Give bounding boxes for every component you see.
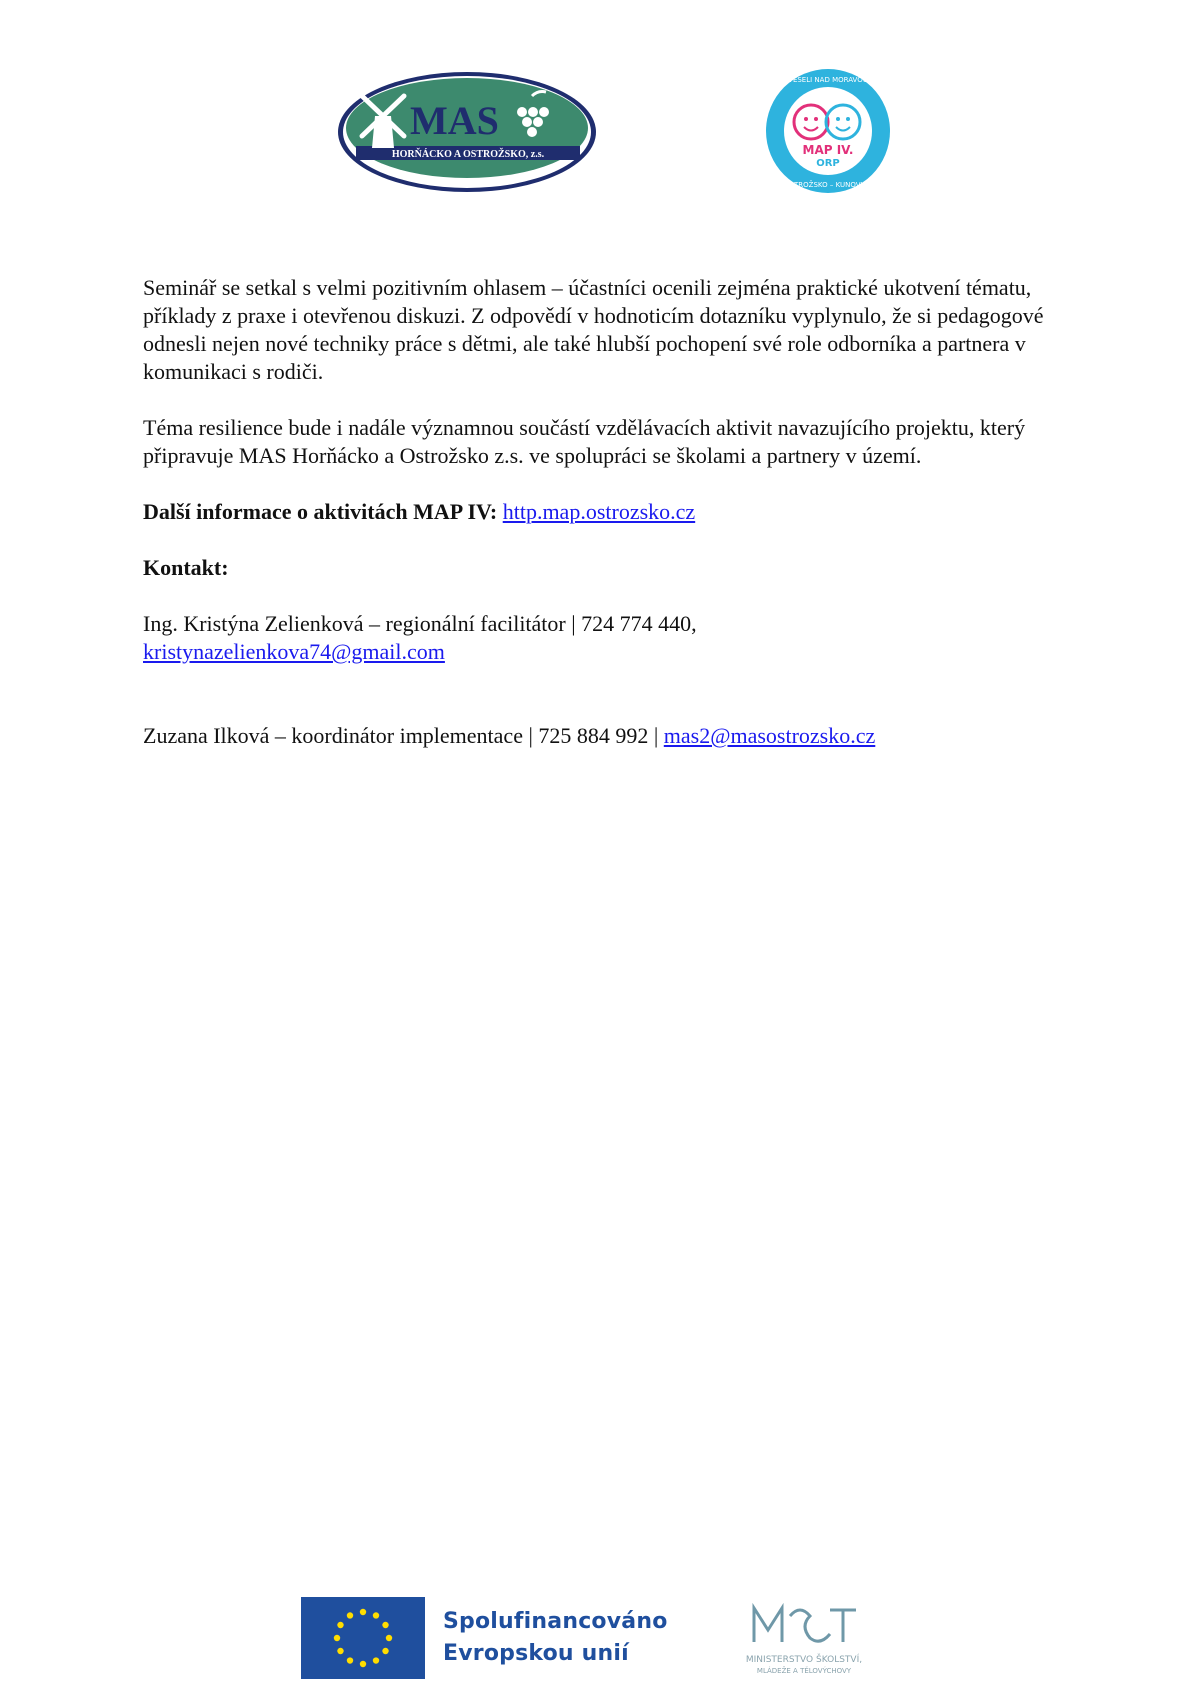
eu-star <box>337 1622 343 1628</box>
eu-flag-icon <box>301 1597 425 1679</box>
map-iv-logo <box>763 66 893 196</box>
eu-star <box>373 1657 379 1663</box>
contact2-text: Zuzana Ilková – koordinátor implementace | 725 884 992 | <box>143 723 664 748</box>
msmt-monogram-icon <box>754 1608 856 1642</box>
info-line <box>143 498 1083 526</box>
contact-zelienkova <box>143 610 1083 666</box>
eu-star <box>337 1648 343 1654</box>
map-logo-arc-text: VESELI NAD MORAVOU <box>788 76 868 84</box>
msmt-text-line2: MLÁDEŽE A TĚLOVÝCHOVY <box>756 1667 852 1675</box>
eu-text-line2: Evropskou unií <box>443 1641 629 1666</box>
eu-star <box>334 1635 340 1641</box>
map-website-link[interactable]: http.map.ostrozsko.cz <box>502 499 696 524</box>
contact2-email-link[interactable]: mas2@masostrozsko.cz <box>663 723 876 748</box>
eu-star <box>382 1622 388 1628</box>
eu-star <box>360 1609 366 1615</box>
contact-ilkova <box>143 722 1083 750</box>
map-logo-label: MAP IV. <box>802 143 854 157</box>
spacer <box>143 694 1083 722</box>
eu-star <box>386 1635 392 1641</box>
eu-text-line1: Spolufinancováno <box>443 1609 668 1634</box>
mas-logo <box>336 70 598 194</box>
contact1-email-link[interactable]: kristynazelienkova74@gmail.com <box>143 639 445 664</box>
msmt-text-line1: MINISTERSTVO ŠKOLSTVÍ, <box>745 1655 863 1665</box>
mas-logo-subtext: HORŇÁCKO A OSTROŽSKO, z.s. <box>391 149 545 160</box>
contact-heading <box>143 554 1083 582</box>
msmt-logo <box>714 1596 894 1682</box>
paragraph-feedback: Seminář se setkal s velmi pozitivním ohlasem – účastníci ocenili zejména praktické ukotvení tématu, příklady z praxe i otevřenou diskuzi. Z odpovědí v hodnoticím dotazníku vyplynulo, že si pedagogové odnesli nejen nové techniky práce s dětmi, ale také hlubší pochopení své role odborníka a partnera v komunikaci s rodiči. <box>143 275 1044 384</box>
eu-star <box>347 1657 353 1663</box>
document-body <box>143 274 1083 778</box>
eu-star <box>382 1648 388 1654</box>
paragraph-resilience: Téma resilience bude i nadále významnou součástí vzdělávacích aktivit navazujícího projektu, který připravuje MAS Horňácko a Ostrožsko z.s. ve spolupráci se školami a partnery v území. <box>143 415 1026 468</box>
eu-star <box>347 1612 353 1618</box>
map-logo-sublabel: ORP <box>816 158 840 169</box>
eu-cofinanced-text <box>443 1606 668 1670</box>
info-label: Další informace o aktivitách MAP IV: <box>143 499 498 524</box>
eu-star <box>373 1612 379 1618</box>
eu-star <box>360 1661 366 1667</box>
contact1-text: Ing. Kristýna Zelienková – regionální facilitátor | 724 774 440, <box>143 611 697 636</box>
contact-heading-text: Kontakt: <box>143 555 229 580</box>
mas-logo-text: MAS <box>410 98 499 143</box>
map-logo-bottom-arc: OSTROŽSKO – KUNOVICE <box>784 181 872 189</box>
